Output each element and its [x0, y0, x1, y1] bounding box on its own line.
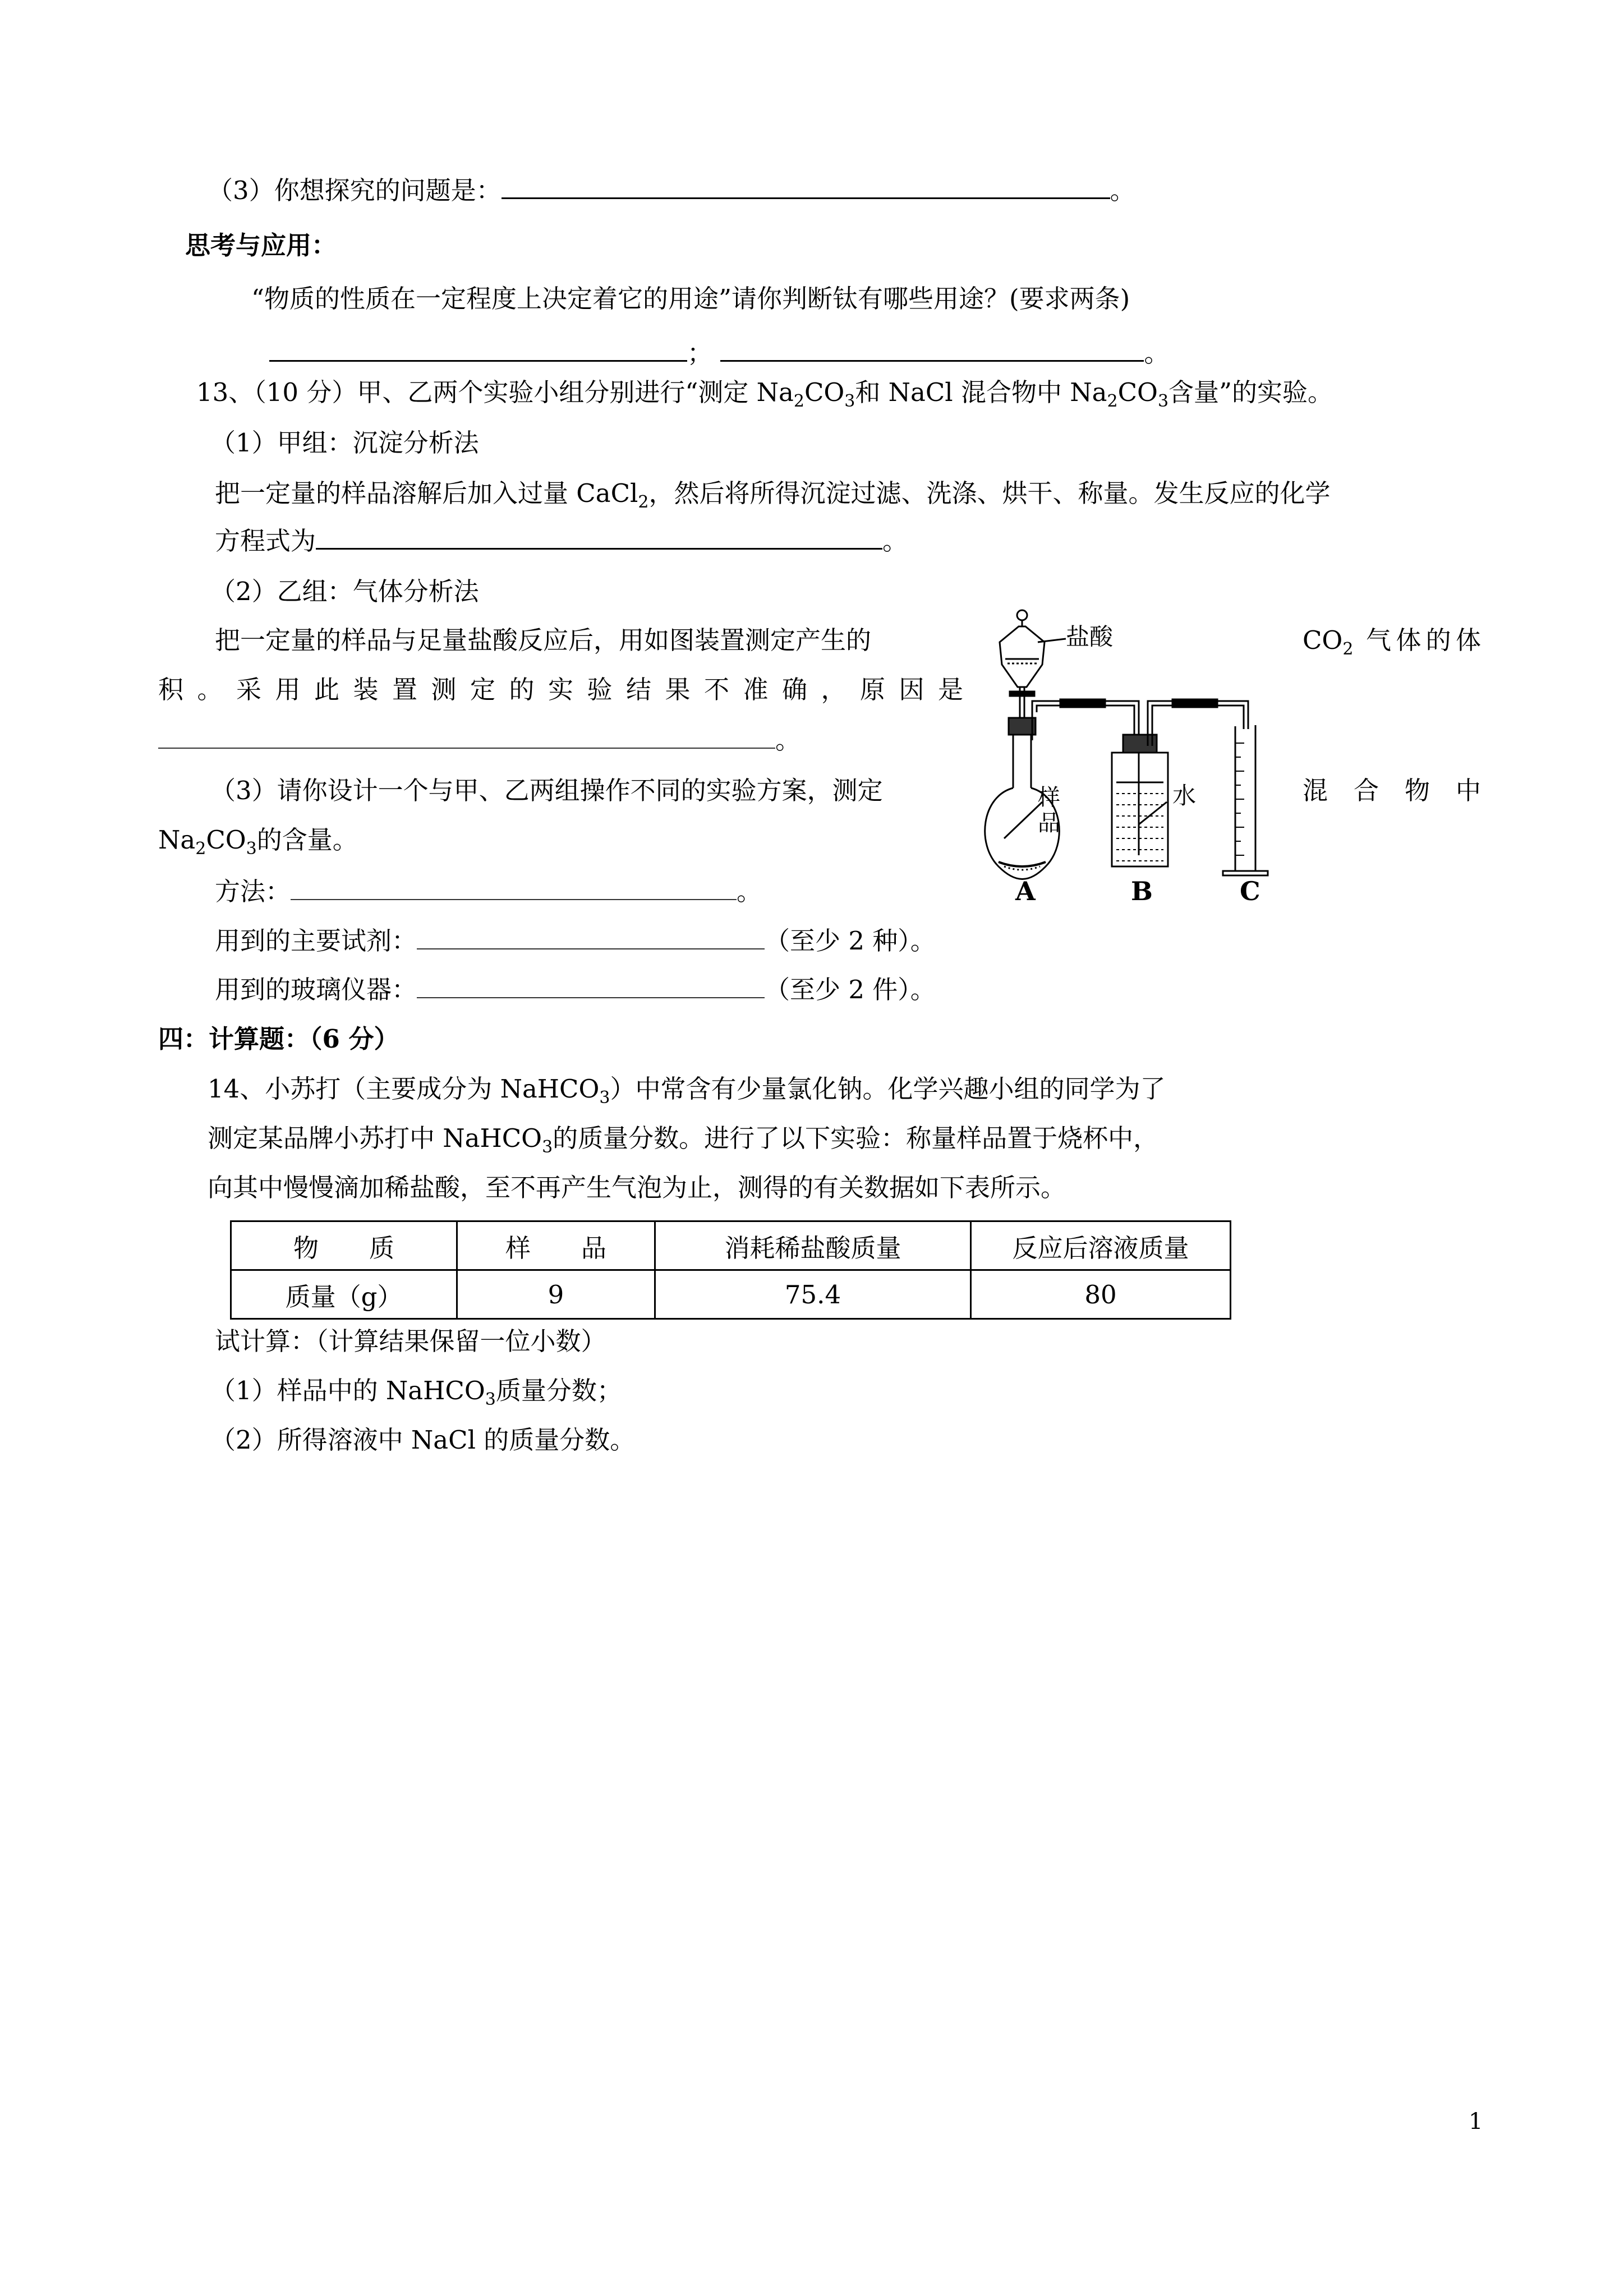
q13-group2-text-right: $CO_2$ 气体的体 — [1303, 625, 1481, 659]
label-C: C — [1240, 876, 1260, 906]
q13-group2-title: （2）乙组：气体分析法 — [210, 577, 479, 606]
q13-intro: 13、（10 分）甲、乙两个实验小组分别进行“测定 $Na_2CO_3$和 NaCl 混合物中 $Na_2CO_3$含量”的实验。 — [196, 377, 1333, 411]
table-cell: 质量（g） — [231, 1270, 457, 1319]
q13-group2-reason: 积。采用此装置测定的实验结果不准确，原因是 — [158, 675, 963, 704]
table-header-cell: 物 质 — [231, 1221, 457, 1270]
q13-group1-equation-line: 方程式为 。 — [215, 526, 908, 556]
q13-reason-line: 。 — [158, 723, 801, 757]
q14-line1: 14、小苏打（主要成分为 NaHCO$_3$）中常含有少量氯化钠。化学兴趣小组的同学为了 — [208, 1074, 1166, 1108]
funnel-stopper — [1017, 610, 1027, 620]
q12-prompt: “物质的性质在一定程度上决定着它的用途”请你判断钛有哪些用途？(要求两条) — [251, 284, 1130, 313]
q13-group3-cont: $Na_2CO_3$的含量。 — [158, 825, 358, 859]
table-cell: 9 — [457, 1270, 655, 1319]
label-water: 水 — [1172, 782, 1197, 809]
q13-reagents-line: 用到的主要试剂： （至少 2 种）。 — [215, 926, 936, 956]
q12-section-title: 思考与应用： — [185, 230, 337, 260]
q12-answer-line: ； 。 — [269, 336, 1169, 370]
table-cell: 80 — [971, 1270, 1231, 1319]
table-header-row — [231, 1221, 1231, 1270]
q13-group3-left: （3）请你设计一个与甲、乙两组操作不同的实验方案，测定 — [210, 776, 883, 805]
table-cell: 75.4 — [655, 1270, 971, 1319]
q12-sub3-line: （3）你想探究的问题是： 。 — [208, 176, 1135, 205]
q13-group1-text: 把一定量的样品溶解后加入过量 CaCl$_2$，然后将所得沉淀过滤、洗涤、烘干、称量。发生反应的化学 — [215, 478, 1331, 512]
funnel-body — [1000, 626, 1045, 687]
q14-section-title: 四：计算题：（6 分） — [158, 1024, 399, 1054]
q13-equation-blank[interactable] — [316, 525, 882, 550]
q14-calc-note: 试计算：（计算结果保留一位小数） — [215, 1326, 606, 1356]
q12-sub3-answer-blank[interactable] — [502, 175, 1110, 199]
funnel-stopcock — [1010, 691, 1034, 696]
cylinder-c-body — [1235, 725, 1255, 871]
q14-ask1: （1）样品中的 NaHCO$_3$质量分数； — [210, 1376, 622, 1409]
q13-reason-blank[interactable] — [158, 725, 775, 749]
label-B: B — [1131, 876, 1153, 906]
label-A: A — [1015, 876, 1036, 906]
q13-group1-title: （1）甲组：沉淀分析法 — [210, 428, 479, 458]
table-header-cell: 样 品 — [457, 1221, 655, 1270]
q13-method-line: 方法： 。 — [215, 877, 762, 906]
table-row — [231, 1270, 1231, 1319]
q13-method-blank[interactable] — [291, 877, 737, 900]
q12-sub3-label: （3）你想探究的问题是： — [208, 176, 502, 205]
q13-reagents-blank[interactable] — [417, 926, 765, 949]
tube-connector-2 — [1172, 699, 1217, 707]
label-sample-2: 品 — [1038, 810, 1060, 836]
q14-line3: 向其中慢慢滴加稀盐酸，至不再产生气泡为止，测得的有关数据如下表所示。 — [208, 1173, 1066, 1202]
tube-connector-1 — [1060, 699, 1105, 707]
table-header-cell: 消耗稀盐酸质量 — [655, 1221, 971, 1270]
q14-line2: 测定某品牌小苏打中 NaHCO$_3$的质量分数。进行了以下实验：称量样品置于烧杯中， — [208, 1123, 1159, 1157]
q13-group3-right: 混合物中 — [1303, 776, 1481, 805]
q12-use-blank-1[interactable] — [269, 338, 687, 362]
label-sample-1: 样 — [1038, 785, 1060, 810]
q14-ask2: （2）所得溶液中 NaCl 的质量分数。 — [210, 1425, 636, 1455]
q12-use-blank-2[interactable] — [720, 338, 1144, 362]
q13-group2-text-left: 把一定量的样品与足量盐酸反应后，用如图装置测定产生的 — [215, 625, 872, 655]
q13-glass-blank[interactable] — [417, 975, 765, 998]
label-acid: 盐酸 — [1066, 623, 1114, 651]
page-number: 1 — [1469, 2109, 1483, 2134]
table-header-cell: 反应后溶液质量 — [971, 1221, 1231, 1270]
q13-glass-line: 用到的玻璃仪器： （至少 2 件）。 — [215, 975, 936, 1004]
q14-data-table — [230, 1220, 1231, 1320]
q13-apparatus-figure — [976, 603, 1290, 906]
